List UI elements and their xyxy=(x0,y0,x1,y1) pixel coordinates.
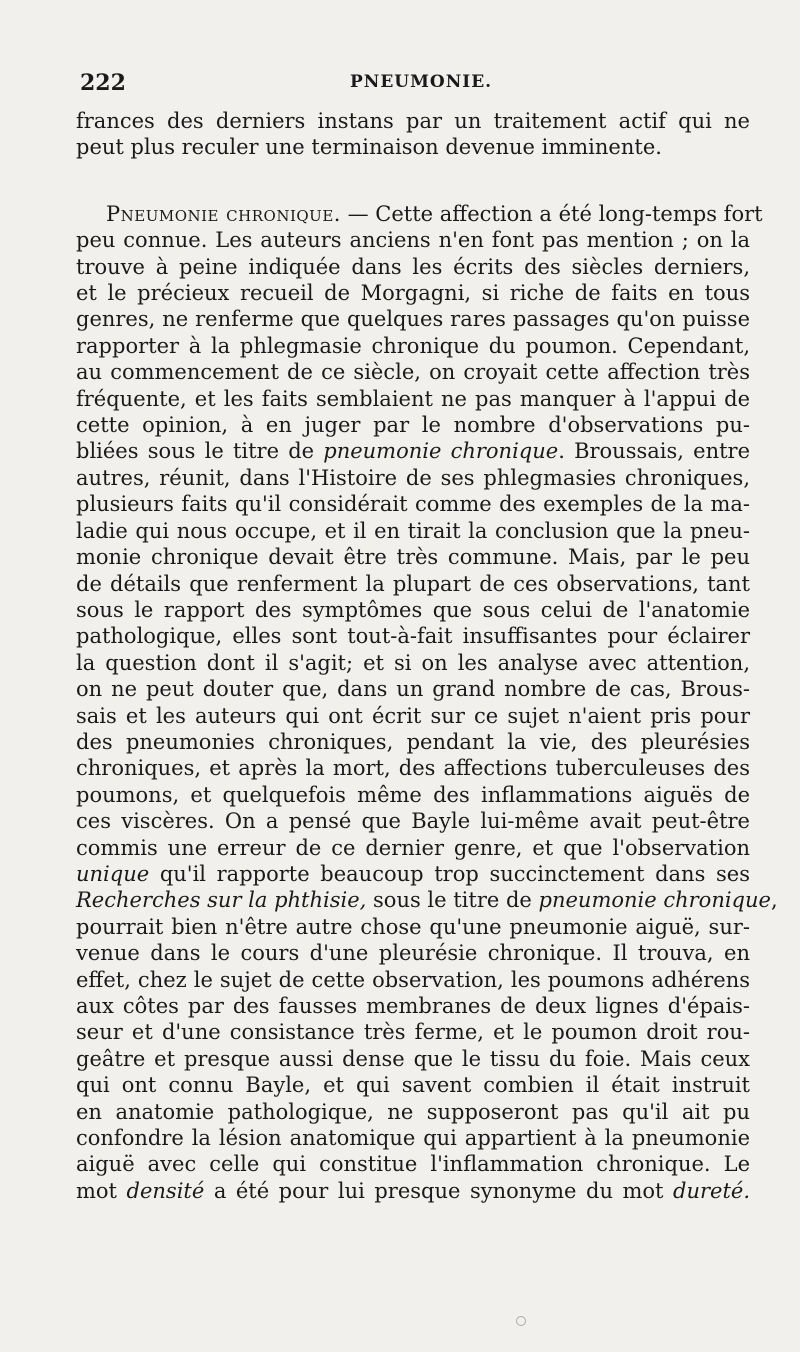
text-line: cette opinion, à en juger par le nombre d'observations pu- xyxy=(76,413,750,438)
text-line: aux côtes par des fausses membranes de deux lignes d'épais- xyxy=(76,994,750,1018)
text-line: Pneumonie chronique. — Cette affection a été long-temps fort xyxy=(106,201,763,226)
text-line: qui ont connu Bayle, et qui savent combien il était instruit xyxy=(76,1073,750,1098)
text-line: la question dont il s'agit; et si on les analyse avec attention, xyxy=(76,650,750,675)
text-line: seur et d'une consistance très ferme, et le poumon droit rou- xyxy=(76,1020,750,1045)
running-head: PNEUMONIE. xyxy=(350,72,493,92)
text-line: sous le rapport des symptômes que sous celui de l'anatomie xyxy=(76,597,750,622)
text-line: genres, ne renferme que quelques rares passages qu'on puisse xyxy=(76,307,750,332)
page-header xyxy=(80,70,748,102)
text-line: ladie qui nous occupe, et il en tirait la conclusion que la pneu- xyxy=(76,518,750,543)
text-line: peu connue. Les auteurs anciens n'en font pas mention ; on la xyxy=(76,228,750,253)
text-line: monie chronique devait être très commune. Mais, par le peu xyxy=(76,545,750,570)
text-line: bliées sous le titre de pneumonie chronique. Broussais, entre xyxy=(76,439,750,464)
text-line: venue dans le cours d'une pleurésie chronique. Il trouva, en xyxy=(76,941,750,966)
text-line: fréquente, et les faits semblaient ne pas manquer à l'appui de xyxy=(76,386,750,411)
text-line: rapporter à la phlegmasie chronique du poumon. Cependant, xyxy=(76,333,750,358)
paragraph-pneumonie-chronique xyxy=(76,201,778,1204)
text-line: Recherches sur la phthisie, sous le titre de pneumonie chronique, xyxy=(76,888,778,913)
text-line: et le précieux recueil de Morgagni, si riche de faits en tous xyxy=(76,281,750,306)
paragraph-continuation xyxy=(76,108,750,161)
paper-speck xyxy=(516,1316,526,1326)
text-line: en anatomie pathologique, ne supposeront pas qu'il ait pu xyxy=(76,1099,750,1124)
text-line: trouve à peine indiquée dans les écrits des siècles derniers, xyxy=(76,254,750,279)
page-number: 222 xyxy=(80,70,126,96)
text-line: plusieurs faits qu'il considérait comme des exemples de la ma- xyxy=(76,492,750,517)
text-line: poumons, et quelquefois même des inflammations aiguës de xyxy=(76,782,750,807)
text-line: aiguë avec celle qui constitue l'inflammation chronique. Le xyxy=(76,1152,750,1177)
text-line: confondre la lésion anatomique qui appartient à la pneumonie xyxy=(76,1126,750,1151)
text-line: commis une erreur de ce dernier genre, et que l'observation xyxy=(76,835,750,860)
text-line: unique qu'il rapporte beaucoup trop succinctement dans ses xyxy=(76,861,750,886)
text-line: effet, chez le sujet de cette observation, les poumons adhérens xyxy=(76,967,750,992)
body-text xyxy=(76,108,778,1204)
text-line: sais et les auteurs qui ont écrit sur ce sujet n'aient pris pour xyxy=(76,703,750,728)
text-line: ces viscères. On a pensé que Bayle lui-même avait peut-être xyxy=(76,809,750,834)
text-line: frances des derniers instans par un traitement actif qui ne xyxy=(76,109,750,133)
text-line: au commencement de ce siècle, on croyait cette affection très xyxy=(76,360,750,385)
text-line: mot densité a été pour lui presque synonyme du mot dureté. xyxy=(76,1178,750,1203)
text-line: peut plus reculer une terminaison devenue imminente. xyxy=(76,135,662,160)
text-line: de détails que renferment la plupart de ces observations, tant xyxy=(76,571,750,596)
section-heading: Pneumonie chronique. xyxy=(106,201,341,226)
text-line: pourrait bien n'être autre chose qu'une pneumonie aiguë, sur- xyxy=(76,914,750,939)
text-line: autres, réunit, dans l'Histoire de ses phlegmasies chroniques, xyxy=(76,465,750,490)
text-line: chroniques, et après la mort, des affections tuberculeuses des xyxy=(76,756,750,781)
text-line: pathologique, elles sont tout-à-fait insuffisantes pour éclairer xyxy=(76,624,750,649)
text-line: des pneumonies chroniques, pendant la vie, des pleurésies xyxy=(76,729,750,754)
text-line: on ne peut douter que, dans un grand nombre de cas, Brous- xyxy=(76,677,750,702)
text-line: geâtre et presque aussi dense que le tissu du foie. Mais ceux xyxy=(76,1046,750,1071)
